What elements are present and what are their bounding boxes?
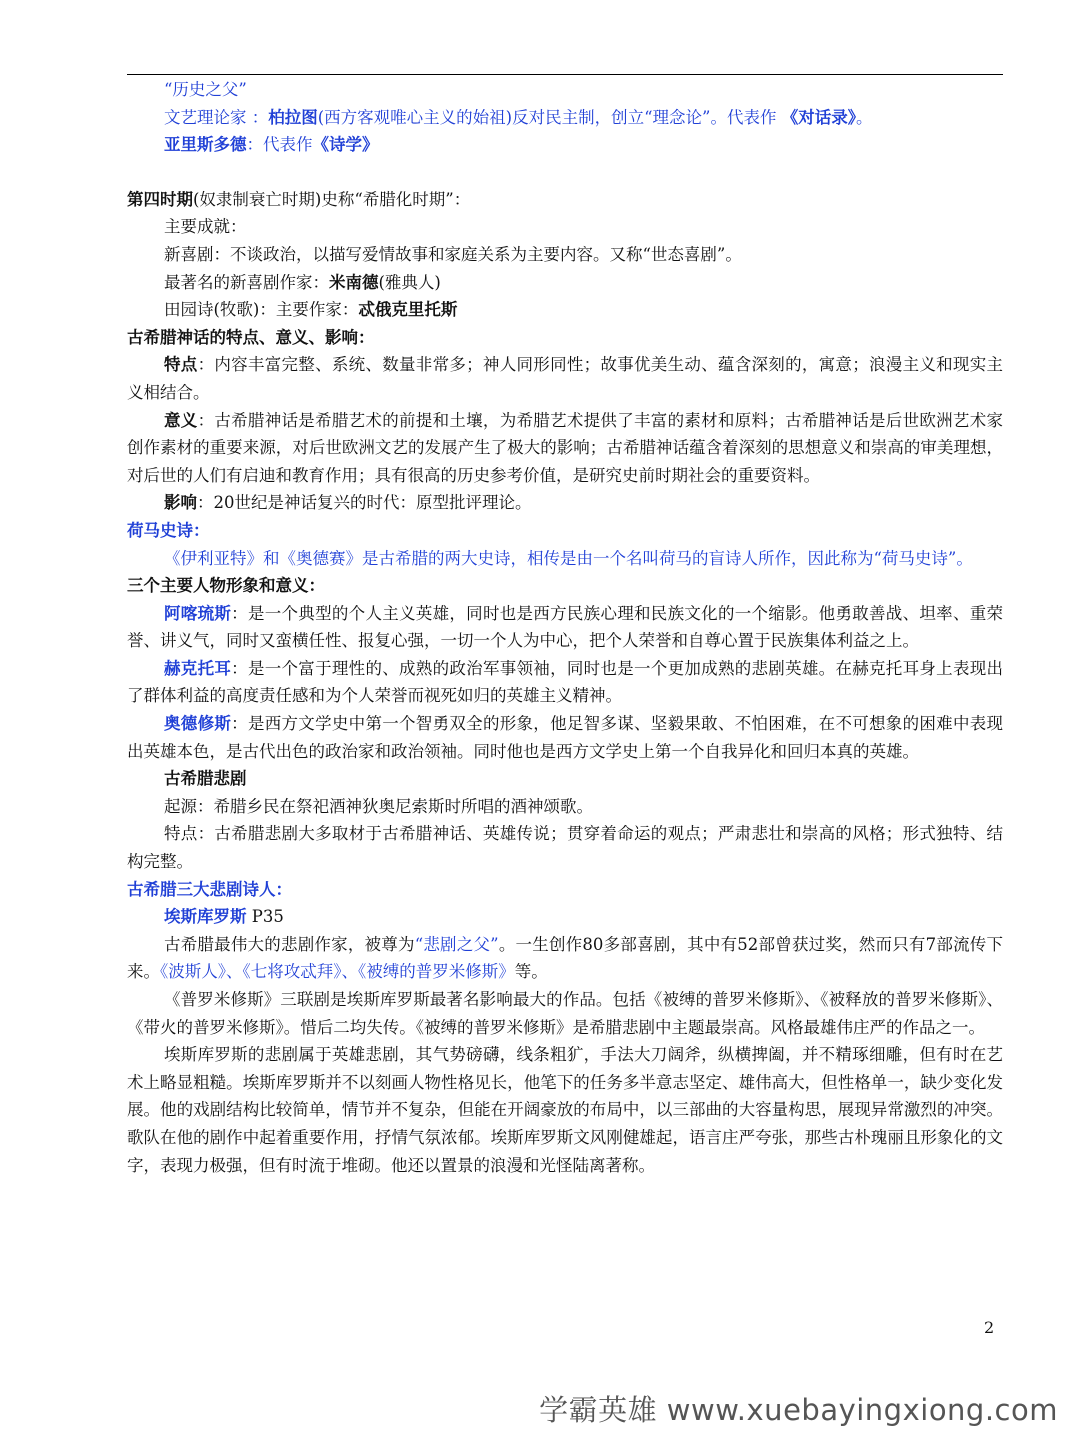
text-span: 文艺理论家 ： xyxy=(164,107,269,127)
text-span: 。一生创作80多部喜剧，其中有52部曾获过奖，然而只有7部流传下来。 xyxy=(127,934,1003,982)
text-span: 等。 xyxy=(514,962,548,982)
poets-heading: 古希腊三大悲剧诗人： xyxy=(127,879,292,899)
tragedy-origin: 起源：希腊乡民在祭祀酒神狄奥尼索斯时所唱的酒神颂歌。 xyxy=(164,796,593,816)
text-span: ：是一个典型的个人主义英雄，同时也是西方民族心理和民族文化的一个缩影。他勇敢善战、坦率、重荣誉、讲义气，同时又蛮横任性、报复心强，一切一个人为中心，把个人荣誉和自尊心置于民族集体利益之上。 xyxy=(127,603,1004,651)
text-span: “历史之父” xyxy=(164,80,247,99)
influence-label: 影响 xyxy=(164,493,197,513)
myth-features-para xyxy=(127,351,1003,406)
achilles-name: 阿喀琉斯 xyxy=(164,603,232,623)
text-span: ：是一个富于理性的、成熟的政治军事领袖，同时也是一个更加成熟的悲剧英雄。在赫克托耳身上表现出了群体利益的高度责任感和为个人荣誉而视死如归的英雄主义精神。 xyxy=(127,658,1004,706)
idyll-line xyxy=(127,296,1003,324)
aeschylus-name: 埃斯库罗斯 xyxy=(164,907,247,927)
characters-heading: 三个主要人物形象和意义： xyxy=(127,576,325,596)
myth-heading: 古希腊神话的特点、意义、影响： xyxy=(127,327,375,347)
plato-name: 柏拉图 xyxy=(268,107,318,127)
aeschylus-para-1 xyxy=(127,931,1003,986)
features-label: 特点 xyxy=(164,355,198,375)
text-span: ：内容丰富完整、系统、数量非常多；神人同形同性；故事优美生动、蕴含深刻的，寓意；浪漫主义和现实主义相结合。 xyxy=(127,355,1004,402)
myth-significance-para xyxy=(127,407,1003,490)
hector-para xyxy=(127,655,1003,710)
page-number: 2 xyxy=(984,1318,995,1337)
text-span: (西方客观唯心主义的始祖)反对民主制，创立“理念论”。代表作 xyxy=(317,107,782,127)
menander-name: 米南德 xyxy=(329,272,379,292)
achilles-para xyxy=(127,600,1003,655)
text-span: ：古希腊神话是希腊艺术的前提和土壤，为希腊艺术提供了丰富的素材和原料；古希腊神话是后世欧洲艺术家创作素材的重要来源，对后世欧洲文艺的发展产生了极大的影响；古希腊神话蕴含着深刻的思想意义和崇高的审美理想，对后世的人们有启迪和教育作用；具有很高的历史参考价值，是研究史前时期社会的重要资料。 xyxy=(127,410,1004,485)
history-father-line xyxy=(127,76,1003,104)
aeschylus-para-2: 《普罗米修斯》三联剧是埃斯库罗斯最著名影响最大的作品。包括《被缚的普罗米修斯》、《被释放的普罗米修斯》、《带火的普罗米修斯》。惜后二均失传。《被缚的普罗米修斯》是希腊悲剧中主题最崇高。风格最雄伟庄严的作品之一。 xyxy=(127,990,1003,1037)
aristotle-line xyxy=(127,131,1003,159)
text-span: 。 xyxy=(856,107,873,127)
text-span: ：20世纪是神话复兴的时代：原型批评理论。 xyxy=(197,493,532,513)
dialogues-title: 《对话录》 xyxy=(781,107,856,127)
text-span: 古希腊最伟大的悲剧作家，被尊为 xyxy=(164,934,415,954)
odysseus-name: 奥德修斯 xyxy=(164,714,232,734)
tragedy-heading: 古希腊悲剧 xyxy=(164,769,247,789)
poetics-title: 《诗学》 xyxy=(312,135,379,155)
tragedy-father-quote: “悲剧之父” xyxy=(414,934,499,954)
odysseus-para xyxy=(127,710,1003,765)
theocritus-name: 忒俄克里托斯 xyxy=(358,300,458,320)
literary-theorist-line xyxy=(127,104,1003,132)
aeschylus-para-3: 埃斯库罗斯的悲剧属于英雄悲剧，其气势磅礴，线条粗犷，手法大刀阔斧，纵横捭阖，并不精琢细雕，但有时在艺术上略显粗糙。埃斯库罗斯并不以刻画人物性格见长，他笔下的任务多半意志坚定、雄伟高大，但性格单一，缺少变化发展。他的戏剧结构比较简单，情节并不复杂，但能在开阔豪放的布局中，以三部曲的大容量构思，展现异常激烈的冲突。歌队在他的剧作中起着重要作用，抒情气氛浓郁。埃斯库罗斯文风刚健雄起，语言庄严夸张，那些古朴瑰丽且形象化的文字，表现力极强，但有时流于堆砌。他还以置景的浪漫和光怪陆离著称。 xyxy=(127,1045,1003,1175)
significance-label: 意义 xyxy=(164,410,198,430)
text-span: (奴隶制衰亡时期)史称“希腊化时期”： xyxy=(193,189,471,209)
period4-label: 第四时期 xyxy=(127,189,193,209)
achievements-label: 主要成就： xyxy=(164,217,247,237)
new-comedy-writer-line xyxy=(127,269,1003,297)
text-span: (雅典人) xyxy=(378,272,441,292)
aristotle-name: 亚里斯多德 xyxy=(164,135,247,155)
text-span: 田园诗(牧歌)：主要作家： xyxy=(164,300,359,320)
text-span: ：是西方文学史中第一个智勇双全的形象，他足智多谋、坚毅果敢、不怕困难，在不可想象的困难中表现出英雄本色，是古代出色的政治家和政治领袖。同时他也是西方文学史上第一个自我异化和回归本真的英雄。 xyxy=(127,714,1004,761)
text-span: ：代表作 xyxy=(246,135,313,155)
new-comedy-line: 新喜剧：不谈政治，以描写爱情故事和家庭关系为主要内容。又称“世态喜剧”。 xyxy=(164,244,742,264)
site-watermark: 学霸英雄 www.xuebayingxiong.com xyxy=(539,1393,1058,1427)
tragedy-features: 特点：古希腊悲剧大多取材于古希腊神话、英雄传说；贯穿着命运的观点；严肃悲壮和崇高的风格；形式独特、结构完整。 xyxy=(127,824,1003,872)
homer-para: 《伊利亚特》和《奥德赛》是古希腊的两大史诗，相传是由一个名叫荷马的盲诗人所作，因此称为“荷马史诗”。 xyxy=(164,548,973,568)
text-span: 最著名的新喜剧作家： xyxy=(164,272,329,292)
document-body xyxy=(127,76,1003,1179)
aeschylus-heading xyxy=(127,903,1003,931)
hector-name: 赫克托耳 xyxy=(164,658,232,678)
page-ref: P35 xyxy=(246,907,284,927)
homer-heading: 荷马史诗： xyxy=(127,520,210,540)
header-rule xyxy=(127,74,1003,75)
works-list: 《波斯人》、《七将攻忒拜》、《被缚的普罗米修斯》 xyxy=(160,962,515,982)
myth-influence-para xyxy=(127,489,1003,517)
spacer xyxy=(127,159,1003,186)
period4-title xyxy=(127,186,1003,214)
